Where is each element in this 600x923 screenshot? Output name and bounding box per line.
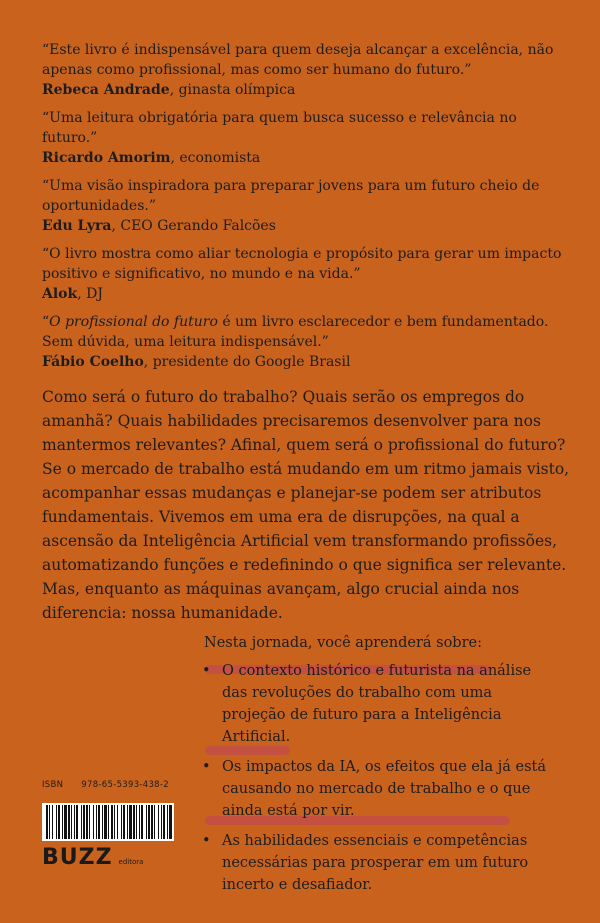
barcode-bar	[127, 805, 128, 839]
quote-text: “O livro mostra como aliar tecnologia e propósito para gerar um impacto positivo e significativo, no mundo e na vida.”	[42, 246, 562, 282]
book-synopsis	[42, 385, 572, 625]
bullet-icon: •	[202, 833, 211, 849]
barcode-bar	[146, 805, 147, 839]
barcode-bar	[81, 805, 82, 839]
barcode-bar	[64, 805, 67, 839]
book-title: O profissional do futuro	[49, 314, 218, 330]
list-item: • Os impactos da IA, os efeitos que ela já está causando no mercado de trabalho e o que ainda está por vir.	[202, 756, 547, 822]
bullet-icon: •	[202, 663, 211, 679]
barcode-bar	[58, 805, 60, 839]
barcode-bar	[93, 805, 94, 839]
isbn-label: ISBN	[42, 780, 64, 790]
isbn-line	[42, 780, 182, 790]
synopsis-paragraph-2: Se o mercado de trabalho está mudando em um ritmo jamais visto, acompanhar essas mudanças e planejar-se podem ser atributos fundamentais. Vivemos em uma era de disrupções, na qual a ascensão da Inteligência Artificial vem transformando profissões, automatizando funções e redefinindo o que significa ser relevante. Mas, enquanto as máquinas avançam, algo crucial ainda nos diferencia: nossa humanidade.	[42, 460, 570, 622]
quote-author: Edu Lyra, CEO Gerando Falcões	[42, 218, 276, 234]
barcode-bar	[52, 805, 53, 839]
isbn-block	[42, 780, 182, 870]
barcode-bar	[114, 805, 115, 839]
quote-author: Fábio Coelho, presidente do Google Brasil	[42, 354, 351, 370]
isbn-number: 978-65-5393-438-2	[81, 780, 169, 790]
barcode-bar	[133, 805, 135, 839]
barcode-bar	[136, 805, 137, 839]
barcode-bar	[123, 805, 125, 839]
barcode-bar	[154, 805, 155, 839]
quote-edu	[42, 176, 562, 236]
barcode-bar	[46, 805, 48, 839]
barcode-bar	[76, 805, 78, 839]
barcode-bar	[102, 805, 103, 839]
barcode-bar	[158, 805, 159, 839]
barcode-bar	[74, 805, 75, 839]
barcode-bar	[111, 805, 113, 839]
topics-heading: Nesta jornada, você aprenderá sobre:	[204, 635, 482, 651]
quote-rebeca	[42, 40, 562, 100]
list-item: • O contexto histórico e futurista na análise das revoluções do trabalho com uma projeção de futuro para a Inteligência Artificial.	[202, 660, 547, 748]
synopsis-paragraph-1: Como será o futuro do trabalho? Quais serão os empregos do amanhã? Quais habilidades precisaremos desenvolver para nos mantermos relevantes? Afinal, quem será o profissional do futuro?	[42, 388, 566, 454]
publisher-logo	[42, 845, 143, 870]
barcode-bar	[71, 805, 72, 839]
barcode-bar	[163, 805, 165, 839]
barcode-bar	[86, 805, 88, 839]
quote-author: Alok, DJ	[42, 286, 103, 302]
topics-list	[202, 632, 547, 904]
barcode-bar	[151, 805, 153, 839]
barcode-bar	[96, 805, 97, 839]
quote-text: “Uma visão inspiradora para preparar jovens para um futuro cheio de oportunidades.”	[42, 178, 540, 214]
quote-author: Ricardo Amorim, economista	[42, 150, 261, 166]
publisher-sub: editora	[118, 858, 144, 866]
barcode-bar	[169, 805, 172, 839]
barcode-bar	[68, 805, 70, 839]
quote-fabio: “O profissional do futuro é um livro esclarecedor e bem fundamentado. Sem dúvida, uma leitura indispensável.” Fábio Coelho, presidente do Google Brasil	[42, 312, 562, 372]
barcode-bar	[161, 805, 162, 839]
barcode-bar	[56, 805, 57, 839]
quote-alok	[42, 244, 562, 304]
barcode-bar	[89, 805, 90, 839]
endorsements	[42, 40, 562, 380]
barcode-bar	[148, 805, 150, 839]
barcode-bar	[108, 805, 109, 839]
quote-text: “Uma leitura obrigatória para quem busca sucesso e relevância no futuro.”	[42, 110, 517, 146]
barcode-bar	[117, 805, 118, 839]
barcode-bar	[62, 805, 63, 839]
barcode-bar	[139, 805, 140, 839]
quote-text: “Este livro é indispensável para quem deseja alcançar a excelência, não apenas como profissional, mas como ser humano do futuro.”	[42, 42, 554, 78]
publisher-name: BUZZ	[42, 845, 113, 870]
quote-author: Rebeca Andrade, ginasta olímpica	[42, 82, 296, 98]
barcode-bar	[98, 805, 100, 839]
bullet-icon: •	[202, 759, 211, 775]
barcode-bar	[167, 805, 168, 839]
barcode-bar	[104, 805, 107, 839]
barcode-bar	[83, 805, 85, 839]
quote-ricardo	[42, 108, 562, 168]
list-item: • As habilidades essenciais e competências necessárias para prosperar em um futuro incerto e desafiador.	[202, 830, 547, 896]
barcode-bar	[129, 805, 132, 839]
barcode	[42, 803, 174, 841]
barcode-bar	[49, 805, 50, 839]
barcode-bar	[141, 805, 143, 839]
barcode-bar	[121, 805, 122, 839]
